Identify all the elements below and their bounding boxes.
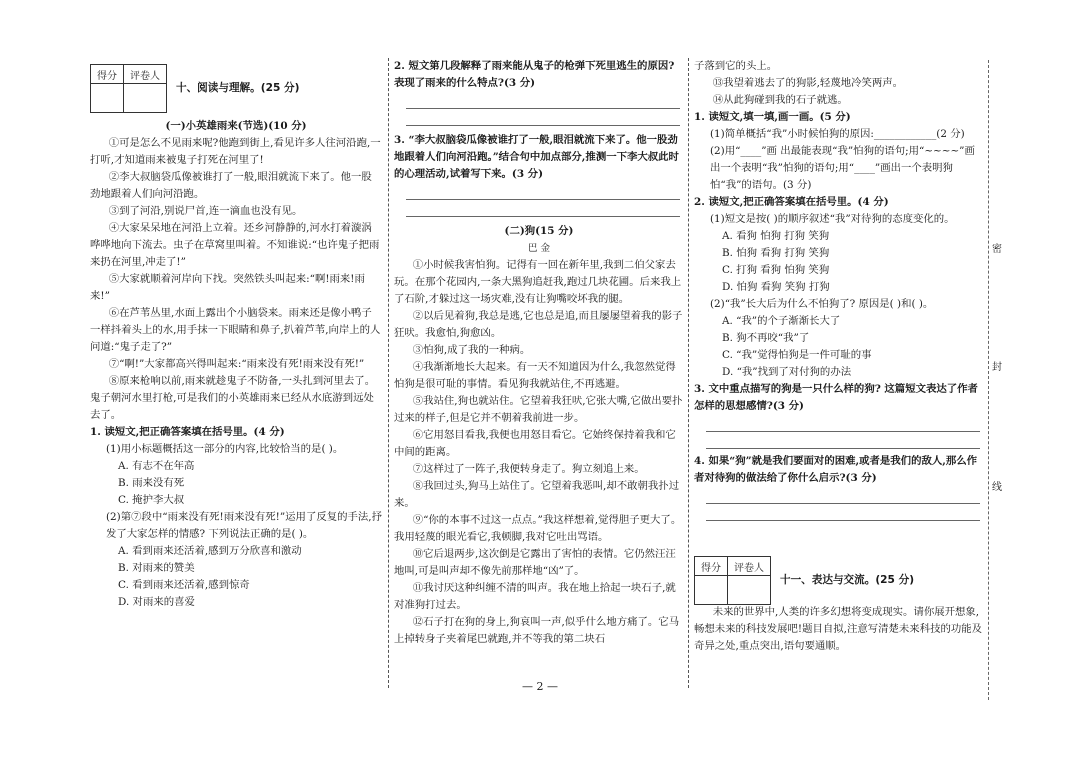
passage1-para: ⑧原来枪响以前,雨来就趁鬼子不防备,一头扎到河里去了。鬼子朝河水里打枪,可是我们的小英雄雨来已经从水底游到远处去了。 bbox=[90, 375, 376, 421]
dog-question-2: 2. 读短文,把正确答案填在括号里。(4 分) bbox=[694, 196, 889, 208]
dog-question-2-1: (1)短文是按( )的顺序叙述“我”对待狗的态度变化的。 bbox=[710, 213, 955, 225]
dog-question-3: 3. 文中重点描写的狗是一只什么样的狗? 这篇短文表达了作者怎样的思想感情?(3 分) bbox=[694, 383, 978, 412]
column-3 bbox=[694, 58, 984, 521]
option[interactable]: B. 对雨来的赞美 bbox=[118, 562, 195, 574]
option[interactable]: B. 怕狗 看狗 打狗 笑狗 bbox=[722, 247, 830, 259]
option[interactable]: D. “我”找到了对付狗的办法 bbox=[722, 366, 852, 378]
score-box-section10 bbox=[90, 64, 167, 113]
score-label: 得分 bbox=[91, 65, 124, 84]
score-cell[interactable] bbox=[695, 576, 728, 605]
answer-line[interactable] bbox=[406, 92, 680, 109]
grader-label: 评卷人 bbox=[728, 557, 771, 576]
dog-question-1: 1. 读短文,填一填,画一画。(5 分) bbox=[694, 111, 851, 123]
question-1-1: (1)用小标题概括这一部分的内容,比较恰当的是( )。 bbox=[106, 443, 344, 455]
dog-question-1-2: (2)用“____”画 出最能表现“我”怕狗的语句;用“~~~~”画出一个表明“我”怕狗的语句;用“____”画出一个表明狗怕“我”的语句。(3 分) bbox=[710, 145, 975, 191]
passage2-para: ⑧我回过头,狗马上站住了。它望着我恶叫,却不敢朝我扑过来。 bbox=[394, 480, 680, 509]
answer-line[interactable] bbox=[406, 109, 680, 126]
grader-cell[interactable] bbox=[124, 84, 167, 113]
option[interactable]: A. “我”的个子渐渐长大了 bbox=[722, 315, 841, 327]
passage2-para: ⑤我站住,狗也就站住。它望着我狂吠,它张大嘴,它做出要扑过来的样子,但是它并不朝着我前进一步。 bbox=[394, 395, 683, 424]
passage1-para: ④大家呆呆地在河沿上立着。还乡河静静的,河水打着漩涡哗哗地向下流去。虫子在草窝里叫着。不知谁说:“也许鬼子把雨来扔在河里,冲走了!” bbox=[90, 222, 380, 268]
option[interactable]: A. 看狗 怕狗 打狗 笑狗 bbox=[722, 230, 830, 242]
answer-line[interactable] bbox=[406, 183, 680, 200]
passage1-title: (一)小英雄雨来(节选)(10 分) bbox=[165, 120, 307, 132]
passage2-para: ③怕狗,成了我的一种病。 bbox=[412, 344, 531, 356]
passage1-para: ⑦“啊!”大家都高兴得叫起来:“雨来没有死!雨来没有死!” bbox=[108, 358, 365, 370]
question-1-2: (2)第⑦段中“雨来没有死!雨来没有死!”运用了反复的手法,抒发了大家怎样的情感? 下列说法正确的是( )。 bbox=[106, 511, 382, 540]
binding-line bbox=[988, 60, 989, 700]
column-divider bbox=[388, 58, 389, 688]
essay-prompt-block bbox=[694, 604, 984, 655]
passage1-para: ⑤大家就顺着河岸向下找。突然铁头叫起来:“啊!雨来!雨来!” bbox=[90, 273, 365, 302]
option[interactable]: C. 掩护李大叔 bbox=[118, 494, 185, 506]
column-2 bbox=[394, 58, 684, 648]
score-box-section11 bbox=[694, 556, 771, 605]
option[interactable]: D. 怕狗 看狗 笑狗 打狗 bbox=[722, 281, 830, 293]
column-1 bbox=[90, 118, 382, 611]
passage2-para: ⑬我望着逃去了的狗影,轻蔑地冷笑两声。 bbox=[712, 77, 904, 89]
section10-title: 十、阅读与理解。(25 分) bbox=[176, 82, 300, 94]
answer-line[interactable] bbox=[406, 200, 680, 217]
question-1: 1. 读短文,把正确答案填在括号里。(4 分) bbox=[90, 426, 285, 438]
passage2-para: ⑥它用怒目看我,我便也用怒目看它。它始终保持着我和它中间的距离。 bbox=[394, 429, 676, 458]
option[interactable]: A. 看到雨来还活着,感到万分欣喜和激动 bbox=[118, 545, 302, 557]
option[interactable]: C. 打狗 看狗 怕狗 笑狗 bbox=[722, 264, 830, 276]
option[interactable]: A. 有志不在年高 bbox=[118, 460, 195, 472]
option[interactable]: B. 狗不再咬“我”了 bbox=[722, 332, 810, 344]
passage2-para: ⑭从此狗碰到我的石子就逃。 bbox=[712, 94, 848, 106]
answer-line[interactable] bbox=[706, 415, 980, 432]
passage2-author: 巴 金 bbox=[527, 243, 551, 254]
passage2-para: ⑫石子打在狗的身上,狗哀叫一声,似乎什么地方痛了。它马上掉转身子夹着尾巴就跑,并不等我的第二块石 bbox=[394, 616, 680, 645]
grader-cell[interactable] bbox=[728, 576, 771, 605]
option[interactable]: D. 对雨来的喜爱 bbox=[118, 596, 195, 608]
passage2-para: ⑨“你的本事不过这一点点。”我这样想着,觉得胆子更大了。我用轻蔑的眼光看它,我顿脚,我对它吐出骂语。 bbox=[394, 514, 682, 543]
option[interactable]: C. “我”觉得怕狗是一件可耻的事 bbox=[722, 349, 872, 361]
passage2-para: ②以后见着狗,我总是逃,它也总是追,而且屡屡望着我的影子狂吠。我愈怕,狗愈凶。 bbox=[394, 310, 683, 339]
essay-prompt: 未来的世界中,人类的许多幻想将变成现实。请你展开想象,畅想未来的科技发展吧!题目自拟,注意写清楚未来科技的功能及奇异之处,重点突出,语句要通顺。 bbox=[694, 606, 983, 652]
page-number: — 2 — bbox=[522, 680, 558, 693]
answer-line[interactable] bbox=[706, 487, 980, 504]
passage2-para: ⑪我讨厌这种纠缠不清的叫声。我在地上拾起一块石子,就对准狗打过去。 bbox=[394, 582, 676, 611]
passage1-para: ③到了河沿,别说尸首,连一滴血也没有见。 bbox=[108, 205, 303, 217]
passage2-para: ④我渐渐地长大起来。有一天不知道因为什么,我忽然觉得怕狗是很可耻的事情。看见狗我就站住,不再逃避。 bbox=[394, 361, 676, 390]
answer-line[interactable] bbox=[706, 504, 980, 521]
binding-mark: 线 bbox=[992, 482, 1002, 493]
dog-question-2-2: (2)“我”长大后为什么不怕狗了? 原因是( )和( )。 bbox=[710, 298, 934, 310]
question-3: 3. “李大叔脑袋瓜像被谁打了一般,眼泪就流下来了。他一股劲地跟着人们向河沿跑。”结合句中加点部分,推测一下李大叔此时的心理活动,试着写下来。(3 分) bbox=[394, 134, 679, 180]
passage2-title: (二)狗(15 分) bbox=[504, 225, 574, 237]
answer-line[interactable] bbox=[706, 432, 980, 449]
passage2-para-cont: 子落到它的头上。 bbox=[694, 60, 778, 72]
column-divider bbox=[688, 58, 689, 688]
passage1-para: ⑥在芦苇丛里,水面上露出个小脑袋来。雨来还是像小鸭子一样抖着头上的水,用手抹一下眼睛和鼻子,扒着芦苇,向岸上的人问道:“鬼子走了?” bbox=[90, 307, 381, 353]
dog-question-4: 4. 如果“狗”就是我们要面对的困难,或者是我们的敌人,那么作者对待狗的做法给了你什么启示?(3 分) bbox=[694, 455, 978, 484]
score-label: 得分 bbox=[695, 557, 728, 576]
binding-mark: 密 bbox=[992, 244, 1002, 255]
dog-question-1-1: (1)简单概括“我”小时候怕狗的原因:____________(2 分) bbox=[710, 128, 965, 140]
question-2: 2. 短文第几段解释了雨来能从鬼子的枪弹下死里逃生的原因? 表现了雨来的什么特点?(3 分) bbox=[394, 60, 675, 89]
option[interactable]: B. 雨来没有死 bbox=[118, 477, 185, 489]
grader-label: 评卷人 bbox=[124, 65, 167, 84]
option[interactable]: C. 看到雨来还活着,感到惊奇 bbox=[118, 579, 250, 591]
section11-title: 十一、表达与交流。(25 分) bbox=[780, 574, 915, 586]
passage1-para: ①可是怎么不见雨来呢?他跑到街上,看见许多人往河沿跑,一打听,才知道雨来被鬼子打死在河里了! bbox=[90, 137, 381, 166]
score-cell[interactable] bbox=[91, 84, 124, 113]
passage2-para: ①小时候我害怕狗。记得有一回在新年里,我到二伯父家去玩。在那个花园内,一条大黑狗追赶我,跑过几块花圃。后来我上了石阶,才躲过这一场灾难,没有让狗嘴咬坏我的腿。 bbox=[394, 259, 682, 305]
binding-mark: 封 bbox=[992, 362, 1002, 373]
passage2-para: ⑦这样过了一阵子,我便转身走了。狗立刻追上来。 bbox=[412, 463, 645, 475]
passage1-para: ②李大叔脑袋瓜像被谁打了一般,眼泪就流下来了。他一股劲地跟着人们向河沿跑。 bbox=[90, 171, 372, 200]
passage2-para: ⑩它后退两步,这次倒是它露出了害怕的表情。它仍然汪汪地叫,可是叫声却不像先前那样地“凶”了。 bbox=[394, 548, 676, 577]
